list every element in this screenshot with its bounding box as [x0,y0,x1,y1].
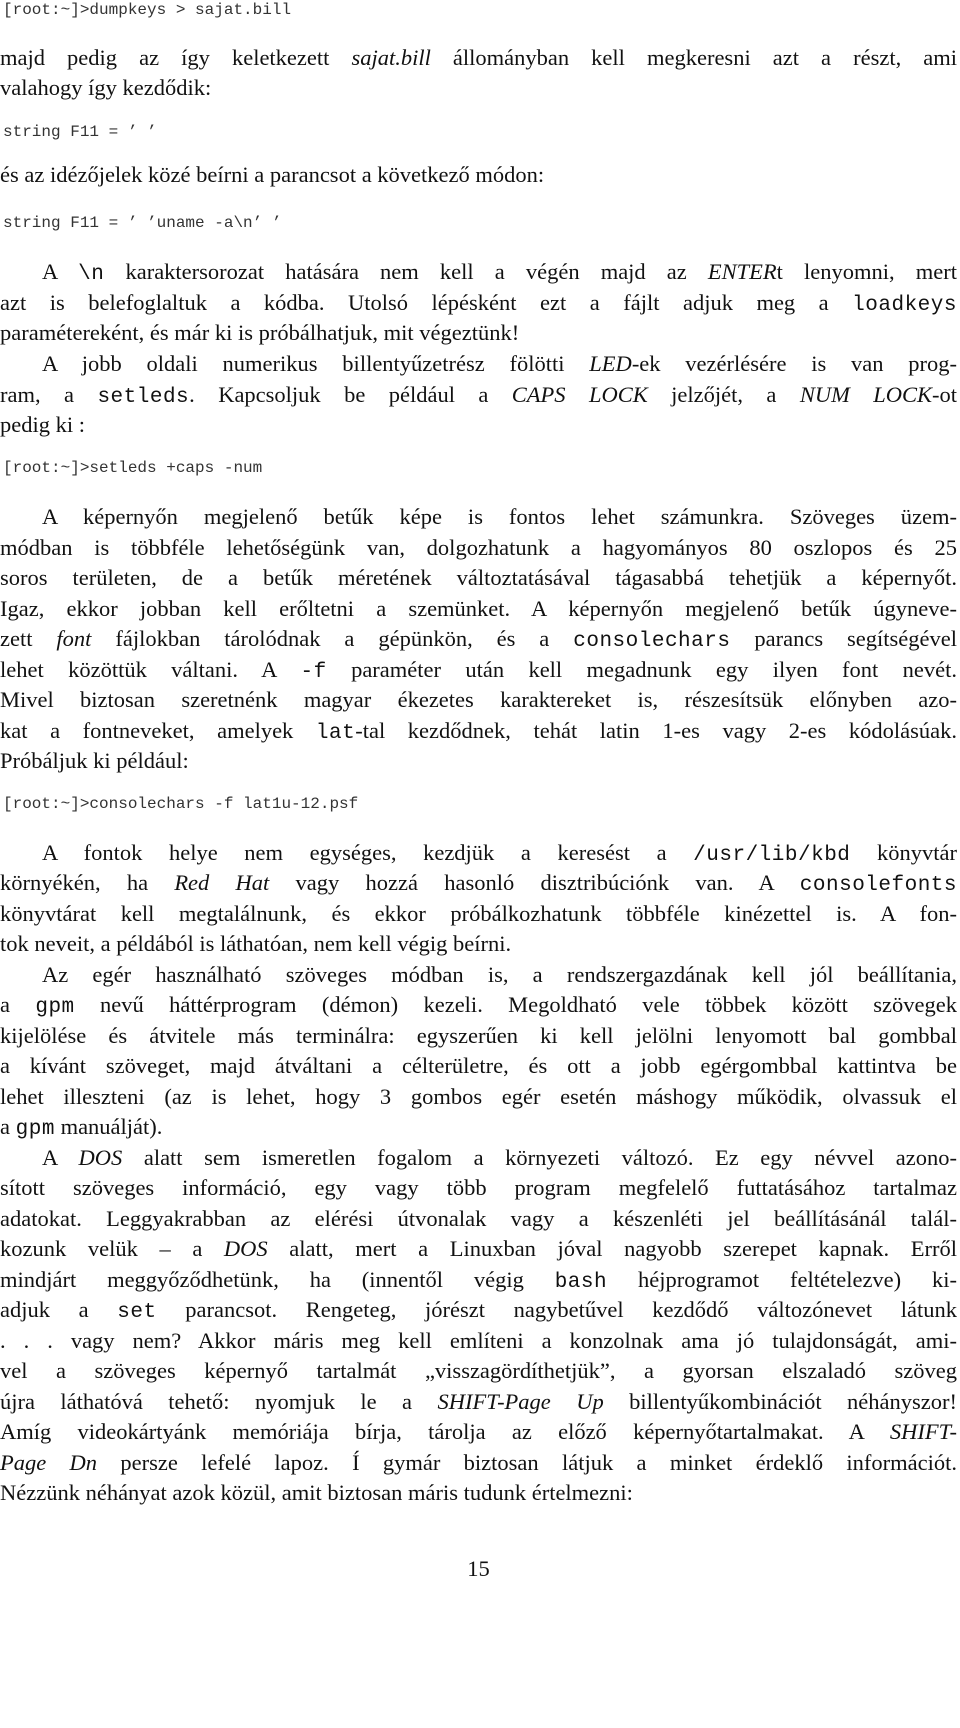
text-line [0,257,957,290]
code-inline: lat [315,722,356,745]
text-span: fájlokban tárolódnak a gépünkön, és a [91,626,574,651]
text-span: majd pedig az így keletkezett [0,45,352,70]
code-inline: set [117,1301,157,1324]
text-span: vagy hozzá hasonló disztribúciónk van. A [269,870,800,895]
code-inline: gpm [15,1118,55,1141]
key-italic: SHIFT-Page Up [437,1389,604,1414]
page-number: 15 [467,1556,490,1581]
text-line: kijelölése és átvitele más terminálra: egyszerűen ki kell jelölni lenyomott bal gombbal [0,1023,957,1048]
code-inline: /usr/lib/kbd [693,844,851,867]
text-line: Mivel biztosan szeretnénk magyar ékezetes karaktereket is, részesítsük előnyben azo- [0,687,957,712]
code-inline: bash [554,1271,608,1294]
text-line [0,1265,957,1298]
text-span: könyvtár [850,840,957,865]
text-line [0,288,957,321]
text-span: újra láthatóvá tehető: nyomjuk le a [0,1389,438,1414]
code-inline: loadkeys [852,294,957,317]
text-span: környékén, ha [0,870,175,895]
text-span: kozunk velük – a [0,1236,224,1261]
text-span: alatt sem ismeretlen fogalom a környezeti változó. Ez egy névvel azono- [122,1145,957,1170]
text-line: lehet illeszteni (az is lehet, hogy 3 gombos egér esetén máshogy működik, olvassuk el [0,1084,957,1109]
text-line [0,349,957,379]
key-italic: ENTER [707,259,777,284]
code-string-empty: string F11 = ’ ’ [3,123,157,141]
text-span: karaktersorozat hatására nem kell a végén majd az [104,259,708,284]
text-span: A [42,259,79,284]
text-line [0,1448,957,1478]
text-span: t lenyomni, mert [776,259,957,284]
os-italic: DOS [223,1236,268,1261]
text-line: a kívánt szöveget, majd átváltani a célterületre, és ott a jobb egérgombbal kattintva be [0,1053,957,1078]
text-line: sított szöveges információ, egy vagy több program megfelelő futtatásához tartalmaz [0,1175,957,1200]
text-span: állományban kell megkeresni azt a részt, ami [430,45,957,70]
text-span: persze lefelé lapoz. Í gymár biztosan látjuk a minket érdeklő információt. [97,1450,957,1475]
text-span: Amíg videokártyánk memóriája bírja, tárolja az előző képernyőtartalmakat. A [0,1419,890,1444]
os-italic: DOS [78,1145,123,1170]
text-line [0,1234,957,1264]
text-line: Próbáljuk ki például: [0,748,189,773]
text-line: soros területen, de a betűk méretének változtatásával tágasabbá tehetjük a képernyőt. [0,565,957,590]
text-line: Igaz, ekkor jobban kell erőltetni a szemünket. A képernyőn megjelenő betűk úgyneve- [0,596,957,621]
text-line: valahogy így kezdődik: [0,75,212,100]
text-line: Az egér használható szöveges módban is, a rendszergazdának kell jól beállítania, [42,962,957,987]
text-line [0,838,957,871]
text-span: azt is belefoglaltuk a kódba. Utolsó lépésként ezt a fájlt adjuk meg a [0,290,853,315]
text-line [0,624,957,657]
text-line [0,43,957,73]
text-span: jelzőjét, a [647,382,800,407]
code-inline: gpm [35,996,75,1019]
text-span: adjuk a [0,1297,118,1322]
text-line: vel a szöveges képernyő tartalmát „visszagördíthetjük”, a gyorsan elszaladó szöveg [0,1358,957,1383]
text-line [0,716,957,749]
text-line: tok neveit, a példából is láthatóan, nem kell végig beírni. [0,931,512,956]
text-span: . Kapcsoljuk be például a [189,382,512,407]
text-span: parancs segítségével [730,626,958,651]
text-line: . . . vagy nem? Akkor máris meg kell említeni a konzolnak ama jó tulajdonságát, ami- [0,1328,957,1353]
distro-italic: Red Hat [174,870,270,895]
text-line [0,990,957,1023]
text-span: alatt, mert a Linuxban jóval nagyobb szerepet kapnak. Erről [267,1236,957,1261]
text-line: módban is többféle lehetőségünk van, dolgozhatunk a hagyományos 80 oszlopos és 25 [0,535,957,560]
text-span: héjprogramot feltételezve) ki- [607,1267,957,1292]
code-inline: consolefonts [799,874,958,897]
key-italic: SHIFT- [889,1419,957,1444]
text-line [0,1295,957,1328]
text-span: lehet közöttük váltani. A [0,657,301,682]
text-line [0,1143,957,1173]
text-line [0,1387,957,1417]
text-line [0,868,957,901]
code-inline: -f [300,661,327,684]
term-italic: LED [589,351,632,376]
text-span: billentyűkombinációt néhányszor! [603,1389,957,1414]
text-span: -tal kezdődnek, tehát latin 1-es vagy 2-es kódolásúak. [355,718,957,743]
text-line [0,655,957,688]
text-line: könyvtárat kell megtalálnunk, és ekkor próbálkozhatunk többféle kinézettel is. A fon- [0,901,957,926]
text-span: A jobb oldali numerikus billentyűzetrész fölötti [42,351,590,376]
text-span: nevű háttérprogram (démon) kezeli. Megoldható vele többek között szövegek [74,992,957,1017]
key-italic: Page Dn [0,1450,98,1475]
text-line [0,380,957,413]
key-italic: CAPS LOCK [511,382,648,407]
text-span: kat a fontneveket, amelyek [0,718,316,743]
code-inline: consolechars [573,630,731,653]
code-dumpkeys: [root:~]>dumpkeys > sajat.bill [3,1,292,19]
text-span: parancsot. Rengeteg, jórészt nagybetűvel kezdődő változónevet látunk [156,1297,957,1322]
key-italic: NUM LOCK [799,382,933,407]
text-line [0,1417,957,1447]
text-span: zett [0,626,57,651]
text-line [0,1112,957,1145]
code-inline: setleds [97,386,190,409]
text-span: manuálját). [54,1114,163,1139]
text-line: és az idézőjelek közé beírni a parancsot a következő módon: [0,162,545,187]
text-span: ram, a [0,382,98,407]
text-span: -ot [932,382,958,407]
text-line: adatokat. Leggyakrabban az elérési útvonalak vagy a készenléti jel beállításánál talál- [0,1206,957,1231]
code-inline: \n [78,263,105,286]
code-setleds: [root:~]>setleds +caps -num [3,459,263,477]
text-span: A [42,1145,79,1170]
text-span: A fontok helye nem egységes, kezdjük a keresést a [42,840,694,865]
text-span: -ek vezérlésére is van prog- [631,351,958,376]
code-consolechars: [root:~]>consolechars -f lat1u-12.psf [3,795,359,813]
text-line: pedig ki : [0,412,85,437]
text-span: paraméter után kell megadnunk egy ilyen font nevét. [326,657,957,682]
text-span: mindjárt meggyőződhetünk, ha (innentől végig [0,1267,555,1292]
code-string-uname: string F11 = ’ ’uname -a\n’ ’ [3,214,282,232]
term-italic: font [56,626,92,651]
filename-italic: sajat.bill [351,45,431,70]
text-line: A képernyőn megjelenő betűk képe is fontos lehet számunkra. Szöveges üzem- [42,504,957,529]
text-line: paramétereként, és már ki is próbálhatjuk, mit végeztünk! [0,320,520,345]
text-line: Nézzünk néhányat azok közül, amit biztosan máris tudunk értelmezni: [0,1480,633,1505]
text-span: a [0,1114,16,1139]
text-span: a [0,992,36,1017]
